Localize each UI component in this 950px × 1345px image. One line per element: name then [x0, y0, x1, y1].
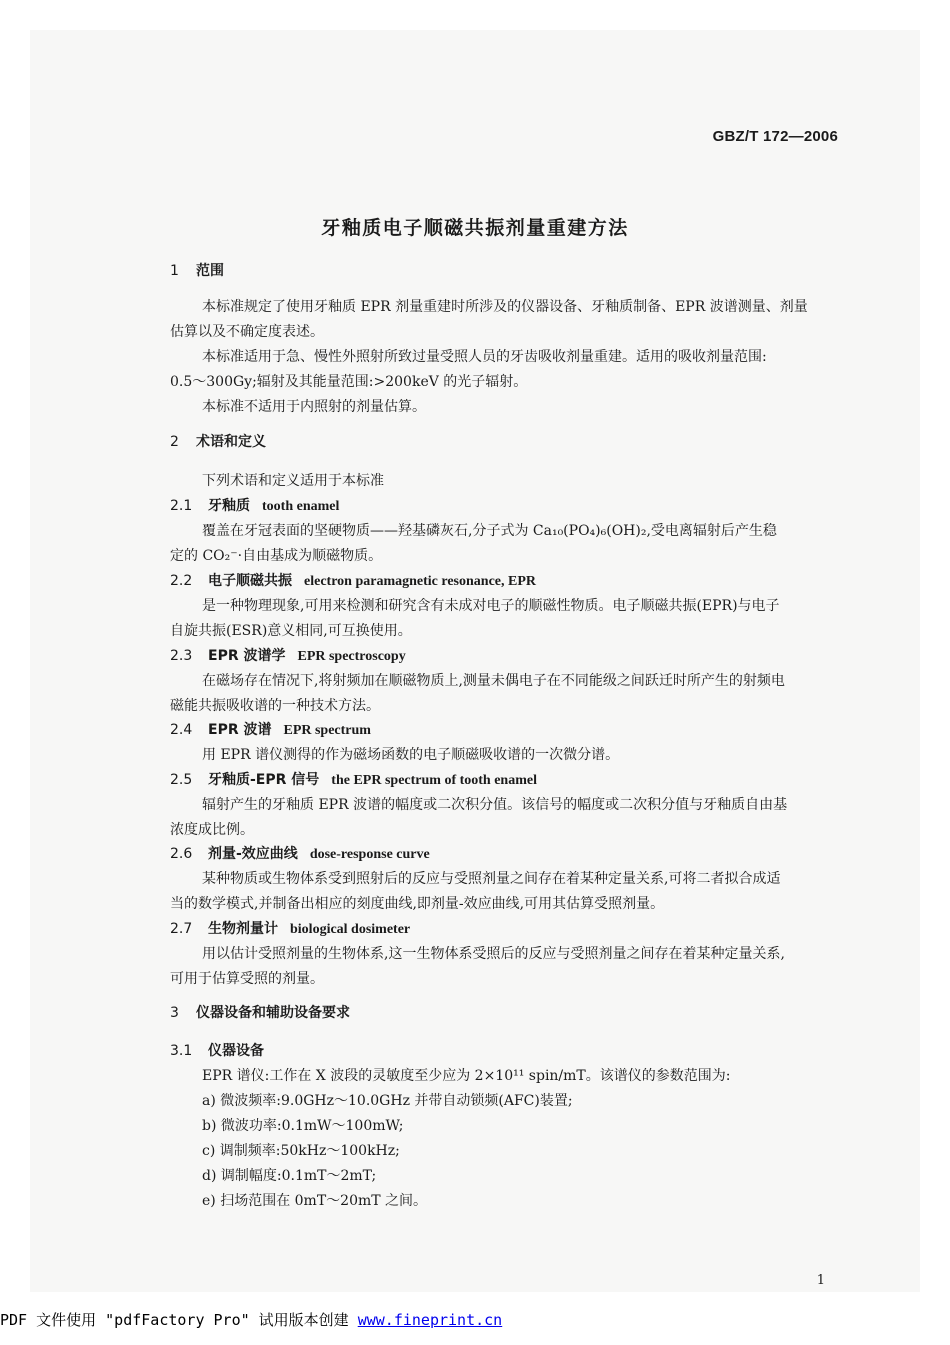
- section-2-intro: 下列术语和定义适用于本标准: [202, 473, 384, 489]
- term-2-3-definition-cont: 磁能共振吸收谱的一种技术方法。: [170, 698, 380, 714]
- term-2-6-definition-cont: 当的数学模式,并制备出相应的刻度曲线,即剂量-效应曲线,可用其估算受照剂量。: [170, 896, 665, 912]
- term-2-7-definition: 用以估计受照剂量的生物体系,这一生物体系受照后的反应与受照剂量之间存在着某种定量关系,: [202, 946, 785, 962]
- term-2-6-heading: 2.6 剂量-效应曲线 dose-response curve: [170, 846, 430, 862]
- standard-code: GBZ/T 172—2006: [712, 128, 838, 145]
- term-2-3-definition: 在磁场存在情况下,将射频加在顺磁物质上,测量未偶电子在不同能级之间跃迁时所产生的射频电: [202, 673, 785, 689]
- term-2-4-heading: 2.4 EPR 波谱 EPR spectrum: [170, 722, 371, 738]
- section-1-paragraph-1-cont: 估算以及不确定度表述。: [170, 324, 324, 340]
- page-number: 1: [816, 1273, 825, 1288]
- subsection-3-1-intro: EPR 谱仪:工作在 X 波段的灵敏度至少应为 2×10¹¹ spin/mT。该谱仪的参数范围为:: [202, 1068, 731, 1084]
- section-3-heading: 3 仪器设备和辅助设备要求: [170, 1005, 350, 1021]
- list-item: d) 调制幅度:0.1mT～2mT;: [202, 1168, 377, 1184]
- term-2-3-heading: 2.3 EPR 波谱学 EPR spectroscopy: [170, 648, 406, 664]
- term-2-2-definition: 是一种物理现象,可用来检测和研究含有未成对电子的顺磁性物质。电子顺磁共振(EPR)与电子: [202, 598, 780, 614]
- term-2-5-definition: 辐射产生的牙釉质 EPR 波谱的幅度或二次积分值。该信号的幅度或二次积分值与牙釉质自由基: [202, 797, 788, 813]
- document-page: [30, 30, 920, 1292]
- footer-text: PDF 文件使用 "pdfFactory Pro" 试用版本创建: [0, 1311, 358, 1329]
- term-2-7-heading: 2.7 生物剂量计 biological dosimeter: [170, 921, 411, 937]
- term-2-4-definition: 用 EPR 谱仪测得的作为磁场函数的电子顺磁吸收谱的一次微分谱。: [202, 747, 620, 763]
- list-item: b) 微波功率:0.1mW～100mW;: [202, 1118, 404, 1134]
- section-1-paragraph-2-cont: 0.5～300Gy;辐射及其能量范围:>200keV 的光子辐射。: [170, 374, 528, 390]
- document-title: 牙釉质电子顺磁共振剂量重建方法: [321, 217, 629, 239]
- term-2-1-definition: 覆盖在牙冠表面的坚硬物质——羟基磷灰石,分子式为 Ca₁₀(PO₄)₆(OH)₂,受电离辐射后产生稳: [202, 523, 777, 539]
- list-item: c) 调制频率:50kHz～100kHz;: [202, 1143, 400, 1159]
- subsection-3-1-heading: 3.1 仪器设备: [170, 1043, 264, 1059]
- term-2-1-heading: 2.1 牙釉质 tooth enamel: [170, 498, 340, 514]
- term-2-7-definition-cont: 可用于估算受照的剂量。: [170, 971, 324, 987]
- term-2-1-definition-cont: 定的 CO₂⁻·自由基成为顺磁物质。: [170, 548, 383, 564]
- term-2-6-definition: 某种物质或生物体系受到照射后的反应与受照剂量之间存在着某种定量关系,可将二者拟合成适: [202, 871, 781, 887]
- term-2-5-definition-cont: 浓度成比例。: [170, 822, 254, 838]
- section-1-heading: 1 范围: [170, 263, 224, 279]
- term-2-5-heading: 2.5 牙釉质-EPR 信号 the EPR spectrum of tooth enamel: [170, 772, 537, 788]
- list-item: e) 扫场范围在 0mT～20mT 之间。: [202, 1193, 428, 1209]
- fineprint-link[interactable]: www.fineprint.cn: [357, 1311, 503, 1329]
- section-1-paragraph-1: 本标准规定了使用牙釉质 EPR 剂量重建时所涉及的仪器设备、牙釉质制备、EPR 波谱测量、剂量: [202, 299, 808, 315]
- section-1-paragraph-3: 本标准不适用于内照射的剂量估算。: [202, 399, 426, 415]
- term-2-2-heading: 2.2 电子顺磁共振 electron paramagnetic resonance, EPR: [170, 573, 536, 589]
- list-item: a) 微波频率:9.0GHz～10.0GHz 并带自动锁频(AFC)装置;: [202, 1093, 573, 1109]
- section-2-heading: 2 术语和定义: [170, 434, 266, 450]
- section-1-paragraph-2: 本标准适用于急、慢性外照射所致过量受照人员的牙齿吸收剂量重建。适用的吸收剂量范围:: [202, 349, 767, 365]
- term-2-2-definition-cont: 自旋共振(ESR)意义相同,可互换使用。: [170, 623, 412, 639]
- pdf-creator-footer: [0, 1309, 502, 1330]
